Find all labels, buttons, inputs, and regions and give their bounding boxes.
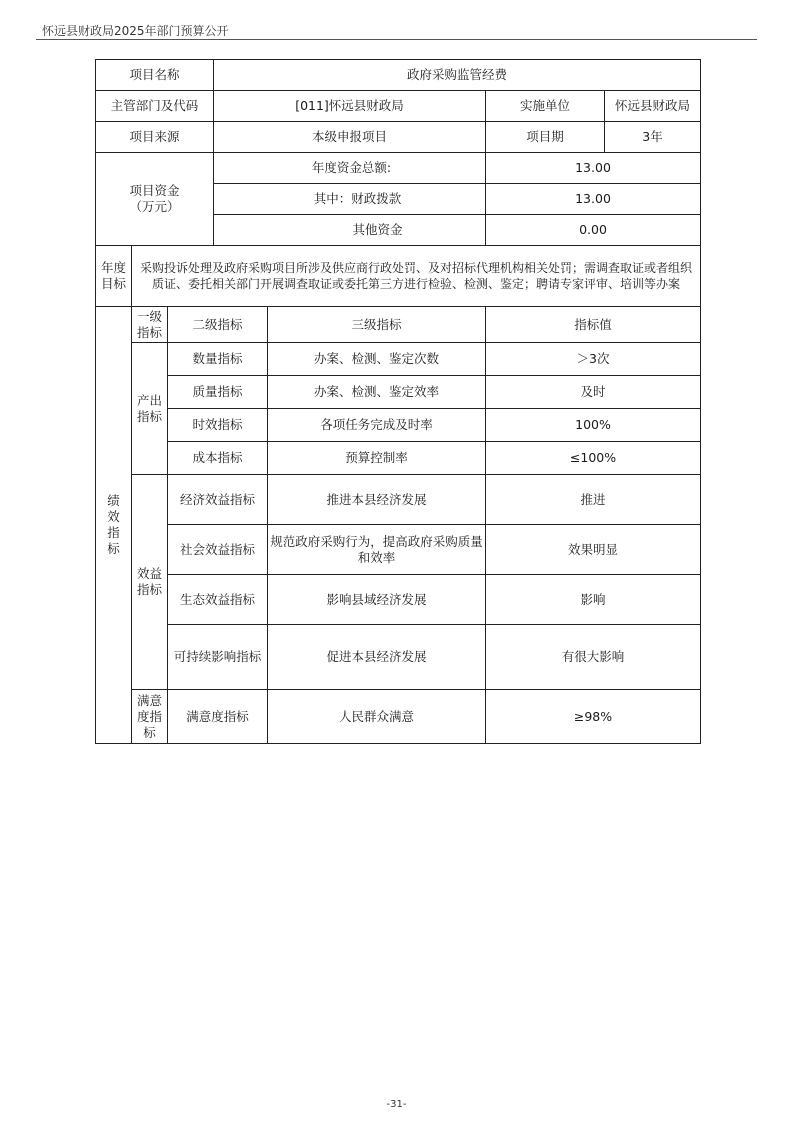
implementing-unit-value: 怀远县财政局	[605, 91, 701, 122]
table-row	[96, 442, 701, 475]
project-source-value: 本级申报项目	[214, 122, 486, 153]
level3-indicator: 影响县域经济发展	[268, 575, 486, 625]
table-row	[96, 625, 701, 690]
table-row	[96, 690, 701, 744]
satisfaction-group-line2: 度指	[136, 708, 162, 724]
project-name-value: 政府采购监管经费	[214, 60, 701, 91]
level2-indicator: 数量指标	[168, 343, 268, 376]
level3-indicator: 人民群众满意	[268, 690, 486, 744]
row-project-name	[96, 60, 701, 91]
level3-header: 三级指标	[268, 307, 486, 343]
level3-indicator: 办案、检测、鉴定效率	[268, 376, 486, 409]
performance-indicator-label	[96, 307, 132, 744]
row-department	[96, 91, 701, 122]
project-performance-table	[95, 59, 701, 744]
implementing-unit-label: 实施单位	[486, 91, 605, 122]
funds-fiscal-label: 其中：财政拨款	[214, 184, 486, 215]
project-period-value: 3年	[605, 122, 701, 153]
page-number: -31-	[386, 1099, 407, 1110]
output-group-line2: 指标	[136, 408, 162, 424]
funds-total-label: 年度资金总额:	[214, 153, 486, 184]
benefit-indicator-group	[132, 475, 168, 690]
level3-indicator: 规范政府采购行为，提高政府采购质量和效率	[268, 525, 486, 575]
level2-indicator: 生态效益指标	[168, 575, 268, 625]
benefit-group-line2: 指标	[136, 582, 162, 597]
row-funds-total	[96, 153, 701, 184]
annual-goal-label-line1: 年度	[100, 260, 126, 275]
performance-label-char: 效	[107, 509, 120, 524]
project-period-label: 项目期	[486, 122, 605, 153]
level3-indicator: 促进本县经济发展	[268, 625, 486, 690]
benefit-group-line1: 效益	[136, 566, 162, 581]
level2-indicator: 社会效益指标	[168, 525, 268, 575]
level2-indicator: 可持续影响指标	[168, 625, 268, 690]
row-annual-goal	[96, 246, 701, 307]
project-source-label: 项目来源	[96, 122, 214, 153]
table-row	[96, 409, 701, 442]
level2-indicator: 时效指标	[168, 409, 268, 442]
performance-label-char: 绩	[107, 493, 120, 508]
output-group-line1: 产出	[136, 392, 162, 408]
indicator-value: ≤100%	[486, 442, 701, 475]
indicator-value: 有很大影响	[486, 625, 701, 690]
funds-fiscal-value: 13.00	[486, 184, 701, 215]
table-row	[96, 475, 701, 525]
row-source	[96, 122, 701, 153]
page-header: 怀远县财政局2025年部门预算公开	[42, 24, 229, 38]
level2-indicator: 满意度指标	[168, 690, 268, 744]
indicator-value: 推进	[486, 475, 701, 525]
funds-other-value: 0.00	[486, 215, 701, 246]
level2-header: 二级指标	[168, 307, 268, 343]
indicator-value: 100%	[486, 409, 701, 442]
indicator-value: 影响	[486, 575, 701, 625]
satisfaction-group-line1: 满意	[136, 692, 162, 708]
project-name-label: 项目名称	[96, 60, 214, 91]
value-header: 指标值	[486, 307, 701, 343]
indicator-value: ≥98%	[486, 690, 701, 744]
level3-indicator: 各项任务完成及时率	[268, 409, 486, 442]
funds-label-line2: （万元）	[129, 199, 180, 214]
level3-indicator: 推进本县经济发展	[268, 475, 486, 525]
funds-label-line1: 项目资金	[129, 183, 180, 198]
level3-indicator: 办案、检测、鉴定次数	[268, 343, 486, 376]
funds-label	[96, 153, 214, 246]
satisfaction-indicator-group	[132, 690, 168, 744]
table-row	[96, 376, 701, 409]
department-label: 主管部门及代码	[96, 91, 214, 122]
annual-goal-text: 采购投诉处理及政府采购项目所涉及供应商行政处罚、及对招标代理机构相关处罚；需调查取证或者组织质证、委托相关部门开展调查取证或委托第三方进行检验、检测、鉴定；聘请专家评审、培训等办案	[132, 246, 701, 307]
indicator-value: ＞3次	[486, 343, 701, 376]
table-row	[96, 575, 701, 625]
table-row	[96, 343, 701, 376]
annual-goal-label	[96, 246, 132, 307]
level2-indicator: 经济效益指标	[168, 475, 268, 525]
level1-header	[132, 307, 168, 343]
level1-header-line1: 一级	[136, 308, 162, 324]
indicator-value: 及时	[486, 376, 701, 409]
output-indicator-group	[132, 343, 168, 475]
performance-label-char: 指	[107, 525, 120, 540]
funds-other-label: 其他资金	[214, 215, 486, 246]
department-value: [011]怀远县财政局	[214, 91, 486, 122]
level2-indicator: 质量指标	[168, 376, 268, 409]
annual-goal-label-line2: 目标	[100, 276, 126, 291]
level2-indicator: 成本指标	[168, 442, 268, 475]
header-rule	[36, 39, 757, 40]
table-row	[96, 525, 701, 575]
satisfaction-group-line3: 标	[143, 724, 156, 740]
indicator-value: 效果明显	[486, 525, 701, 575]
row-indicator-header	[96, 307, 701, 343]
level3-indicator: 预算控制率	[268, 442, 486, 475]
performance-label-char: 标	[107, 541, 120, 556]
level1-header-line2: 指标	[136, 324, 162, 340]
funds-total-value: 13.00	[486, 153, 701, 184]
